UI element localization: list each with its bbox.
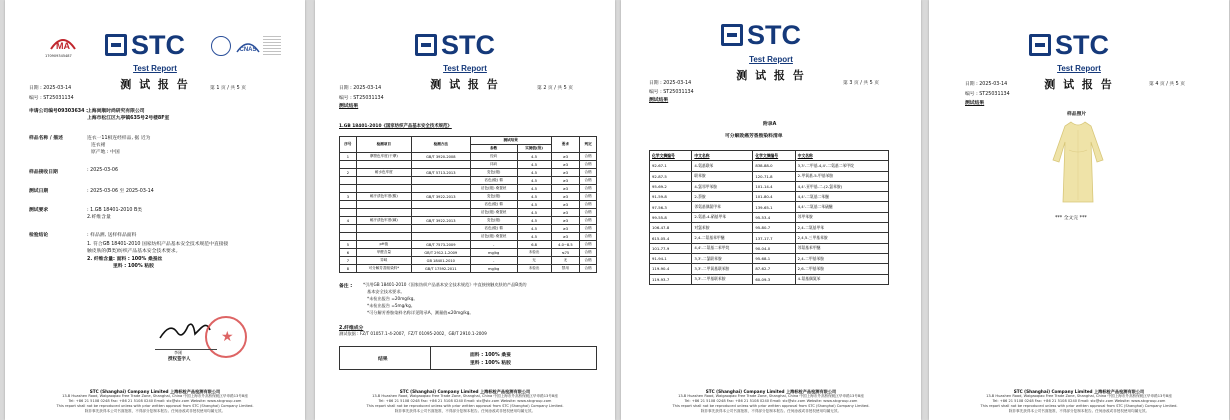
table-row (340, 265, 597, 273)
table-cell: 4-5 (517, 185, 551, 193)
table-cell: 耐汗渍色牢度(酸) (356, 193, 411, 201)
table-cell: GB/T 7573-2009 (411, 241, 470, 249)
fiber-method: 测试依据 : FZ/T 01057.1-4-2007，FZ/T 01095-2002，GB/T 2910.1-2009 (339, 331, 487, 336)
table-cell: 101-14-4 (753, 181, 795, 191)
table-row (650, 212, 889, 222)
report-number: 编号 : ST25031134 (649, 90, 694, 95)
table-cell: GB/T 3922-2013 (411, 217, 470, 225)
table-row (650, 223, 889, 233)
table-cell (356, 225, 411, 233)
table-row (340, 177, 597, 185)
table-cell (411, 161, 470, 169)
table-cell: 4-5 (517, 161, 551, 169)
table-cell: 纬向 (470, 161, 517, 169)
table-cell: 838-88-0 (753, 161, 795, 171)
table-cell: 3,3'-二氯联苯胺 (692, 253, 753, 263)
table-cell: 95-80-7 (753, 223, 795, 233)
table-row (650, 171, 889, 181)
section-title: 测试结果 (649, 98, 669, 103)
table-cell: 8 (340, 265, 357, 273)
table-cell: 2,4,5-三甲基苯胺 (795, 233, 888, 243)
signature-line (155, 349, 217, 350)
table-cell (411, 209, 470, 217)
note-2: 基本安全技术要求。 (367, 289, 405, 294)
table-cell: 合格 (580, 153, 597, 161)
table-cell: 4-5 (517, 153, 551, 161)
table-cell: 106-47-8 (650, 223, 692, 233)
table-cell: ≥3 (551, 169, 580, 177)
table-cell: 101-80-4 (753, 192, 795, 202)
official-seal: ★ (205, 316, 247, 358)
table-cell: ≥3 (551, 161, 580, 169)
table-row (340, 217, 597, 225)
table-cell: 摩擦色牢度(干摩) (356, 153, 411, 161)
conclusion-5: 里料 : 100% 粘胶 (113, 264, 154, 269)
table-cell: 4-5 (517, 201, 551, 209)
table-cell: 95-53-4 (753, 212, 795, 222)
table-cell: 4-5 (517, 209, 551, 217)
requirement-1: : 1.GB 18401-2010 B类 (87, 208, 143, 213)
table-cell: 2-氨基-4-硝基甲苯 (692, 212, 753, 222)
table-row (650, 243, 889, 253)
table-cell: 合格 (580, 257, 597, 265)
cma-logo (45, 35, 78, 58)
report-number: 编号 : ST25031134 (965, 92, 1010, 97)
report-date: 日期 : 2025-03-14 (649, 81, 692, 86)
table-cell (340, 233, 357, 241)
table-cell: 4,4'-亚甲基-二-(2-氯苯胺) (795, 181, 888, 191)
applicant-name: 上海尚顺时尚研究有限公司 (87, 109, 145, 114)
table-row (650, 264, 889, 274)
table-cell: GB/T 5713-2013 (411, 169, 470, 177)
table-cell: 3 (340, 193, 357, 201)
report-title-en: Test Report (443, 64, 487, 73)
conclusion-2: 1. 符合GB 18401-2010 国家纺织产品基本安全技术规范中直接接 (87, 242, 229, 247)
page-number: 第 4 页 / 共 5 页 (1149, 82, 1186, 87)
table-row (340, 257, 597, 265)
table-cell: 4-氨基偶氮苯 (795, 274, 888, 284)
table-cell (340, 161, 357, 169)
table-cell (340, 177, 357, 185)
table-cell: 邻甲苯胺 (795, 212, 888, 222)
table-cell: 7 (340, 257, 357, 265)
table-cell: 6 (340, 249, 357, 257)
stc-logo: STC (415, 33, 515, 59)
table-cell: 4-氨基联苯 (692, 161, 753, 171)
amine-list-title: 可分解致癌芳香胺染料清单 (725, 134, 783, 139)
signer-name: 李刚 (174, 350, 182, 355)
conclusion-4: 2. 纤维含量: 面料 : 100% 桑蚕丝 (87, 257, 163, 262)
table-cell: 未检出 (517, 265, 551, 273)
table-cell: ≥3 (551, 209, 580, 217)
table-cell: mg/kg (470, 265, 517, 273)
table-cell (356, 233, 411, 241)
note-4: *未检出报告 =5mg/kg。 (367, 303, 415, 308)
table-cell: 沾色(级) 桑蚕丝 (470, 185, 517, 193)
note-5: *可分解芳香胺染料名称详见附录A，测量值≤20mg/kg。 (367, 310, 474, 315)
table-cell: 沾色(级) 棉 (470, 225, 517, 233)
requirement-label: 测试要求 (29, 208, 49, 213)
table-row (340, 193, 597, 201)
table-cell: 合格 (580, 177, 597, 185)
table-cell: 91-94-1 (650, 253, 692, 263)
table-cell: 合格 (580, 249, 597, 257)
amine-table: 化学文摘编号 中文名称 化学文摘编号 中文名称 92-67-1 4-氨基联苯 838-88-0 3,3'-二甲基-4,4'-二氨基二苯甲烷 92-87-5 联苯胺 120-71-8 2-甲氧基-5-甲基苯胺 95-69-2 4-氯邻甲苯胺 101-14-4 4,4'-亚甲基-二-(2-氯苯胺) 91-59-8 2-萘胺 101-80-4 4,4'-二氨基二苯醚 97-56-3 邻氨基偶氮甲苯 139-65-1 4,4'-二氨基二苯硫醚 99-55-8 2-氨基-4-硝基甲苯 95-53-4 邻甲苯胺 106-47-8 对氯苯胺 95-80-7 2,4-二氨基甲苯 615-05-4 2,4-二氨基苯甲醚 137-17-7 2,4,5-三甲基苯胺 101-77-9 4,4'-二氨基二苯甲烷 90-04-0 邻氨基苯甲醚 91-94-1 3,3'-二氯联苯胺 95-68-1 2,4-二甲基苯胺 119-90-4 3,3'-二甲氧基联苯胺 87-62-7 2,6-二甲基苯胺 119-93-7 3,3'-二甲基联苯胺 60-09-3 4-氨基偶氮苯 (649, 150, 889, 285)
report-title-en: Test Report (1057, 64, 1101, 73)
sample-label: 样品名称 / 描述 (29, 136, 63, 141)
test-date: : 2025-03-06 至 2025-03-14 (87, 189, 154, 194)
table-cell: 3,3'-二甲基联苯胺 (692, 274, 753, 284)
table-cell (411, 185, 470, 193)
table-cell: mg/kg (470, 249, 517, 257)
table-cell: 101-77-9 (650, 243, 692, 253)
table-cell: 变色(级) (470, 169, 517, 177)
table-cell: 沾色(级) 棉 (470, 177, 517, 185)
table-row (650, 161, 889, 171)
table-cell: 禁用 (551, 265, 580, 273)
fiber-section: 2.纤维成分 (339, 326, 364, 331)
table-cell: 可分解芳香胺染料* (356, 265, 411, 273)
report-date: 日期 : 2025-03-14 (339, 86, 382, 91)
table-cell (340, 209, 357, 217)
table-cell: 2,6-二甲基苯胺 (795, 264, 888, 274)
table-cell: 合格 (580, 265, 597, 273)
table-cell: 90-04-0 (753, 243, 795, 253)
table-cell: GB/T 2912.1-2009 (411, 249, 470, 257)
table-cell: 120-71-8 (753, 171, 795, 181)
page-footer: STC (Shanghai) Company Limited 上海标检产品检测有限公司 13-B Huashen Road, Waigaoqiao Free Trade Zone, Shanghai, China 中国上海市外高桥保税区华申路13号B座 Tel: +86 21 5108 0248 Fax: +86 21 5108 0240 Email: stc@stc.com Website: www.stcgroup.com This report shall not be reproduced unless with prior written approval from STC (Shanghai) Company Limited. 除非事先获得本公司书面批准，不得部分复制本报告。任何涂改或非授权使用均属无效。 (366, 389, 564, 413)
accreditation-text (263, 36, 281, 56)
table-cell: 沾色(级) 桑蚕丝 (470, 233, 517, 241)
page-footer: STC (Shanghai) Company Limited 上海标检产品检测有限公司 13-B Huashen Road, Waigaoqiao Free Trade Zone, Shanghai, China 中国上海市外高桥保税区华申路13号B座 Tel: +86 21 5108 0248 Fax: +86 21 5108 0240 Email: stc@stc.com Website: www.stcgroup.com This report shall not be reproduced unless with prior written approval from STC (Shanghai) Company Limited. 除非事先获得本公司书面批准，不得部分复制本报告。任何涂改或非授权使用均属无效。 (672, 389, 870, 413)
table-cell (411, 177, 470, 185)
table-cell: 4,4'-二氨基二苯甲烷 (692, 243, 753, 253)
table-row (650, 274, 889, 284)
photo-title: 样品照片 (1067, 112, 1087, 117)
table-cell: 合格 (580, 209, 597, 217)
standard-title: 1.GB 18401-2010《国家纺织产品基本安全技术规范》 (339, 124, 452, 129)
cma-number: 170909345487 (45, 54, 72, 58)
table-cell: 91-59-8 (650, 192, 692, 202)
table-cell: 合格 (580, 233, 597, 241)
table-row (340, 153, 597, 161)
table-cell: 6.8 (517, 241, 551, 249)
report-page-1 (5, 0, 305, 420)
stc-logo: STC (1029, 33, 1129, 59)
test-date-label: 测试日期 (29, 189, 49, 194)
table-cell: 沾色(级) 棉 (470, 201, 517, 209)
report-page-4 (929, 0, 1229, 420)
table-cell (411, 233, 470, 241)
table-cell: 甲醛含量 (356, 249, 411, 257)
table-cell: 2,4-二氨基甲苯 (795, 223, 888, 233)
table-cell: 无 (517, 257, 551, 265)
table-cell: 2,4-二甲基苯胺 (795, 253, 888, 263)
table-cell: - (470, 257, 517, 265)
table-cell: 3,3'-二甲基-4,4'-二氨基二苯甲烷 (795, 161, 888, 171)
table-cell: 变色(级) (470, 193, 517, 201)
table-cell: ≥3 (551, 177, 580, 185)
table-cell: 615-05-4 (650, 233, 692, 243)
table-cell: ≤75 (551, 249, 580, 257)
table-row (650, 233, 889, 243)
sample-origin: 原产地 : 中国 (91, 150, 120, 155)
table-cell: 60-09-3 (753, 274, 795, 284)
note-label: 备注 : (339, 284, 353, 289)
table-cell: 2-甲氧基-5-甲基苯胺 (795, 171, 888, 181)
table-cell: 合格 (580, 241, 597, 249)
table-cell (340, 225, 357, 233)
table-cell: 变色(级) (470, 217, 517, 225)
table-row (650, 202, 889, 212)
table-cell: 邻氨基苯甲醚 (795, 243, 888, 253)
table-cell: GB/T 3922-2013 (411, 193, 470, 201)
table-cell: pH值 (356, 241, 411, 249)
table-row (340, 201, 597, 209)
table-cell: - (470, 241, 517, 249)
table-cell: 异味 (356, 257, 411, 265)
report-title-cn: 测 试 报 告 (120, 78, 190, 91)
receive-date-label: 样品接收日期 (29, 170, 58, 175)
table-row (340, 161, 597, 169)
table-row (650, 253, 889, 263)
table-cell: ≥3 (551, 217, 580, 225)
table-cell: 139-65-1 (753, 202, 795, 212)
table-cell: 87-62-7 (753, 264, 795, 274)
table-cell: 4-氯邻甲苯胺 (692, 181, 753, 191)
table-cell (340, 185, 357, 193)
report-date: 日期 : 2025-03-14 (29, 86, 72, 91)
table-cell: 137-17-7 (753, 233, 795, 243)
report-title-en: Test Report (749, 55, 793, 64)
table-row (340, 241, 597, 249)
table-cell (356, 161, 411, 169)
table-cell: 4-5 (517, 193, 551, 201)
table-cell: 对氯苯胺 (692, 223, 753, 233)
table-cell (356, 177, 411, 185)
table-row (340, 185, 597, 193)
annex-title: 附录A (763, 122, 777, 127)
page-footer: STC (Shanghai) Company Limited 上海标检产品检测有限公司 13-B Huashen Road, Waigaoqiao Free Trade Zone, Shanghai, China 中国上海市外高桥保税区华申路13号B座 Tel: +86 21 5108 0248 Fax: +86 21 5108 0240 Email: stc@stc.com Website: www.stcgroup.com This report shall not be reproduced unless with prior written approval from STC (Shanghai) Company Limited. 除非事先获得本公司书面批准，不得部分复制本报告。任何涂改或非授权使用均属无效。 (980, 389, 1178, 413)
table-cell: 联苯胺 (692, 171, 753, 181)
fiber-result-box (339, 346, 597, 370)
svg-text:MA: MA (56, 41, 70, 51)
receive-date: : 2025-03-06 (87, 168, 119, 173)
table-cell: 2 (340, 169, 357, 177)
table-cell: ≥3 (551, 193, 580, 201)
table-cell: 耐水色牢度 (356, 169, 411, 177)
table-cell: 合格 (580, 201, 597, 209)
report-page-3 (621, 0, 921, 420)
ilac-logo (211, 36, 231, 56)
report-number: 编号 : ST25031134 (29, 96, 74, 101)
table-cell: 92-87-5 (650, 171, 692, 181)
conclusion-3: 触皮肤的(B类)纺织产品基本安全技术要求。 (87, 249, 181, 254)
table-row (340, 169, 597, 177)
report-title-cn: 测 试 报 告 (1044, 78, 1114, 91)
table-row (340, 233, 597, 241)
svg-text:CNAS: CNAS (239, 47, 257, 53)
page-number: 第 1 页 / 共 5 页 (210, 86, 247, 91)
table-cell: 95-68-1 (753, 253, 795, 263)
table-cell: 4-5 (517, 177, 551, 185)
conclusion-1: : 样品测, 送样样品面料 (87, 233, 137, 238)
report-date: 日期 : 2025-03-14 (965, 82, 1008, 87)
fiber-result-2: 里料 : 100% 粘胶 (470, 361, 511, 366)
sample-photo (1051, 120, 1105, 204)
table-cell: 2,4-二氨基苯甲醚 (692, 233, 753, 243)
table-cell: GB/T 3920-2008 (411, 153, 470, 161)
table-cell: 经向 (470, 153, 517, 161)
table-cell: ≥3 (551, 153, 580, 161)
table-cell: ≥3 (551, 201, 580, 209)
table-cell: 邻氨基偶氮甲苯 (692, 202, 753, 212)
table-cell: 合格 (580, 225, 597, 233)
table-cell: 合格 (580, 161, 597, 169)
table-cell: 92-67-1 (650, 161, 692, 171)
table-cell: 95-69-2 (650, 181, 692, 191)
table-cell: 4-5 (517, 217, 551, 225)
test-results-table: 序号 检测项目 检测方法 测试结果 要求 判定 参数 实测值(级) 1 摩擦色牢度(干摩) GB/T 3920-2008 经向 4-5 ≥3 合格 纬向 4-5 ≥3 合格 2 耐水色牢度 GB/T 5713-2013 变色(级) 4-5 ≥3 合格 沾色(级) 棉 4-5 ≥3 合格 沾色(级) 桑蚕丝 4-5 ≥3 合格 3 耐汗渍色牢度(酸) GB/T 3922-2013 变色(级) 4-5 ≥3 合格 沾色(级) 棉 4-5 ≥3 合格 沾色(级) 桑蚕丝 4-5 ≥3 合格 4 耐汗渍色牢度(碱) GB/T 3922-2013 变色(级) 4-5 ≥3 合格 沾色(级) 棉 4-5 ≥3 合格 沾色(级) 桑蚕丝 4-5 ≥3 合格 5 pH值 GB/T 7573-2009 - 6.8 4.0~8.5 合格 6 甲醛含量 GB/T 2912.1-2009 mg/kg 未检出 ≤75 合格 7 异味 GB 18401-2010 - 无 无 合格 8 可分解芳香胺染料* GB/T 17592-2011 mg/kg 未检出 禁用 合格 (339, 136, 597, 273)
cnas-logo (235, 36, 261, 56)
table-cell: 97-56-3 (650, 202, 692, 212)
page-number: 第 3 页 / 共 5 页 (843, 81, 880, 86)
applicant-label: 申请公司编号09303634 : (29, 109, 89, 114)
report-title-en: Test Report (133, 64, 177, 73)
sample-desc: 连衣一11相连经样品, 据 近为 (87, 136, 151, 141)
table-cell: 4.0~8.5 (551, 241, 580, 249)
table-cell: 4 (340, 217, 357, 225)
conclusion-label: 检验结论 (29, 233, 49, 238)
table-cell: 4-5 (517, 225, 551, 233)
table-cell (340, 201, 357, 209)
note-1: *引用GB 18401-2010《国家纺织产品基本安全技术规范》中直接接触皮肤的产品B类的 (363, 282, 527, 287)
table-cell: 耐汗渍色牢度(碱) (356, 217, 411, 225)
table-cell: 119-90-4 (650, 264, 692, 274)
signer-title: 授权签字人 (168, 357, 191, 362)
report-title-cn: 测 试 报 告 (430, 78, 500, 91)
fiber-result-1: 面料 : 100% 桑蚕 (470, 353, 511, 358)
fiber-result-label: 结果 (378, 357, 388, 362)
table-cell: 合格 (580, 185, 597, 193)
page-footer: STC (Shanghai) Company Limited 上海标检产品检测有限公司 13-B Huashen Road, Waigaoqiao Free Trade Zone, Shanghai, China 中国上海市外高桥保税区华申路13号B座 Tel: +86 21 5108 0248 Fax: +86 21 5108 0240 Email: stc@stc.com Website: www.stcgroup.com This report shall not be reproduced unless with prior written approval from STC (Shanghai) Company Limited. 除非事先获得本公司书面批准，不得部分复制本报告。任何涂改或非授权使用均属无效。 (56, 389, 254, 413)
table-cell (356, 209, 411, 217)
table-cell: 5 (340, 241, 357, 249)
section-title: 测试结果 (339, 104, 359, 109)
table-cell: 4,4'-二氨基二苯醚 (795, 192, 888, 202)
table-cell: 4-5 (517, 169, 551, 177)
table-row (650, 192, 889, 202)
end-of-report: *** 全文完 *** (1055, 216, 1087, 221)
report-page-2 (315, 0, 615, 420)
applicant-address: 上海市松江区九亭镇635号2号楼8F室 (87, 116, 170, 121)
stc-logo: STC (721, 23, 821, 49)
table-cell: 4-5 (517, 233, 551, 241)
table-cell: ≥3 (551, 233, 580, 241)
table-cell (411, 201, 470, 209)
table-cell: 合格 (580, 169, 597, 177)
report-number: 编号 : ST25031134 (339, 96, 384, 101)
table-cell: 未检出 (517, 249, 551, 257)
table-cell: 1 (340, 153, 357, 161)
table-cell: 合格 (580, 193, 597, 201)
table-cell (356, 185, 411, 193)
page-number: 第 2 页 / 共 5 页 (537, 86, 574, 91)
table-cell: 119-93-7 (650, 274, 692, 284)
table-cell: GB 18401-2010 (411, 257, 470, 265)
table-row (340, 249, 597, 257)
note-3: *未检出报告 =20mg/kg。 (367, 296, 418, 301)
table-cell: 2-萘胺 (692, 192, 753, 202)
table-cell: 4,4'-二氨基二苯硫醚 (795, 202, 888, 212)
table-cell: ≥3 (551, 225, 580, 233)
stc-logo: STC (105, 33, 205, 59)
table-cell: 99-55-8 (650, 212, 692, 222)
table-cell (411, 225, 470, 233)
table-cell: 合格 (580, 217, 597, 225)
table-cell: 沾色(级) 桑蚕丝 (470, 209, 517, 217)
table-cell (356, 201, 411, 209)
table-cell: GB/T 17592-2011 (411, 265, 470, 273)
table-row (340, 209, 597, 217)
section-title: 测试结果 (965, 101, 985, 106)
report-title-cn: 测 试 报 告 (736, 69, 806, 82)
table-cell: ≥3 (551, 185, 580, 193)
table-cell: 无 (551, 257, 580, 265)
sample-desc-2: 连衣裙 (91, 143, 106, 148)
table-row (650, 181, 889, 191)
table-row (340, 225, 597, 233)
requirement-2: 2.纤维含量 (87, 215, 111, 220)
table-cell: 3,3'-二甲氧基联苯胺 (692, 264, 753, 274)
